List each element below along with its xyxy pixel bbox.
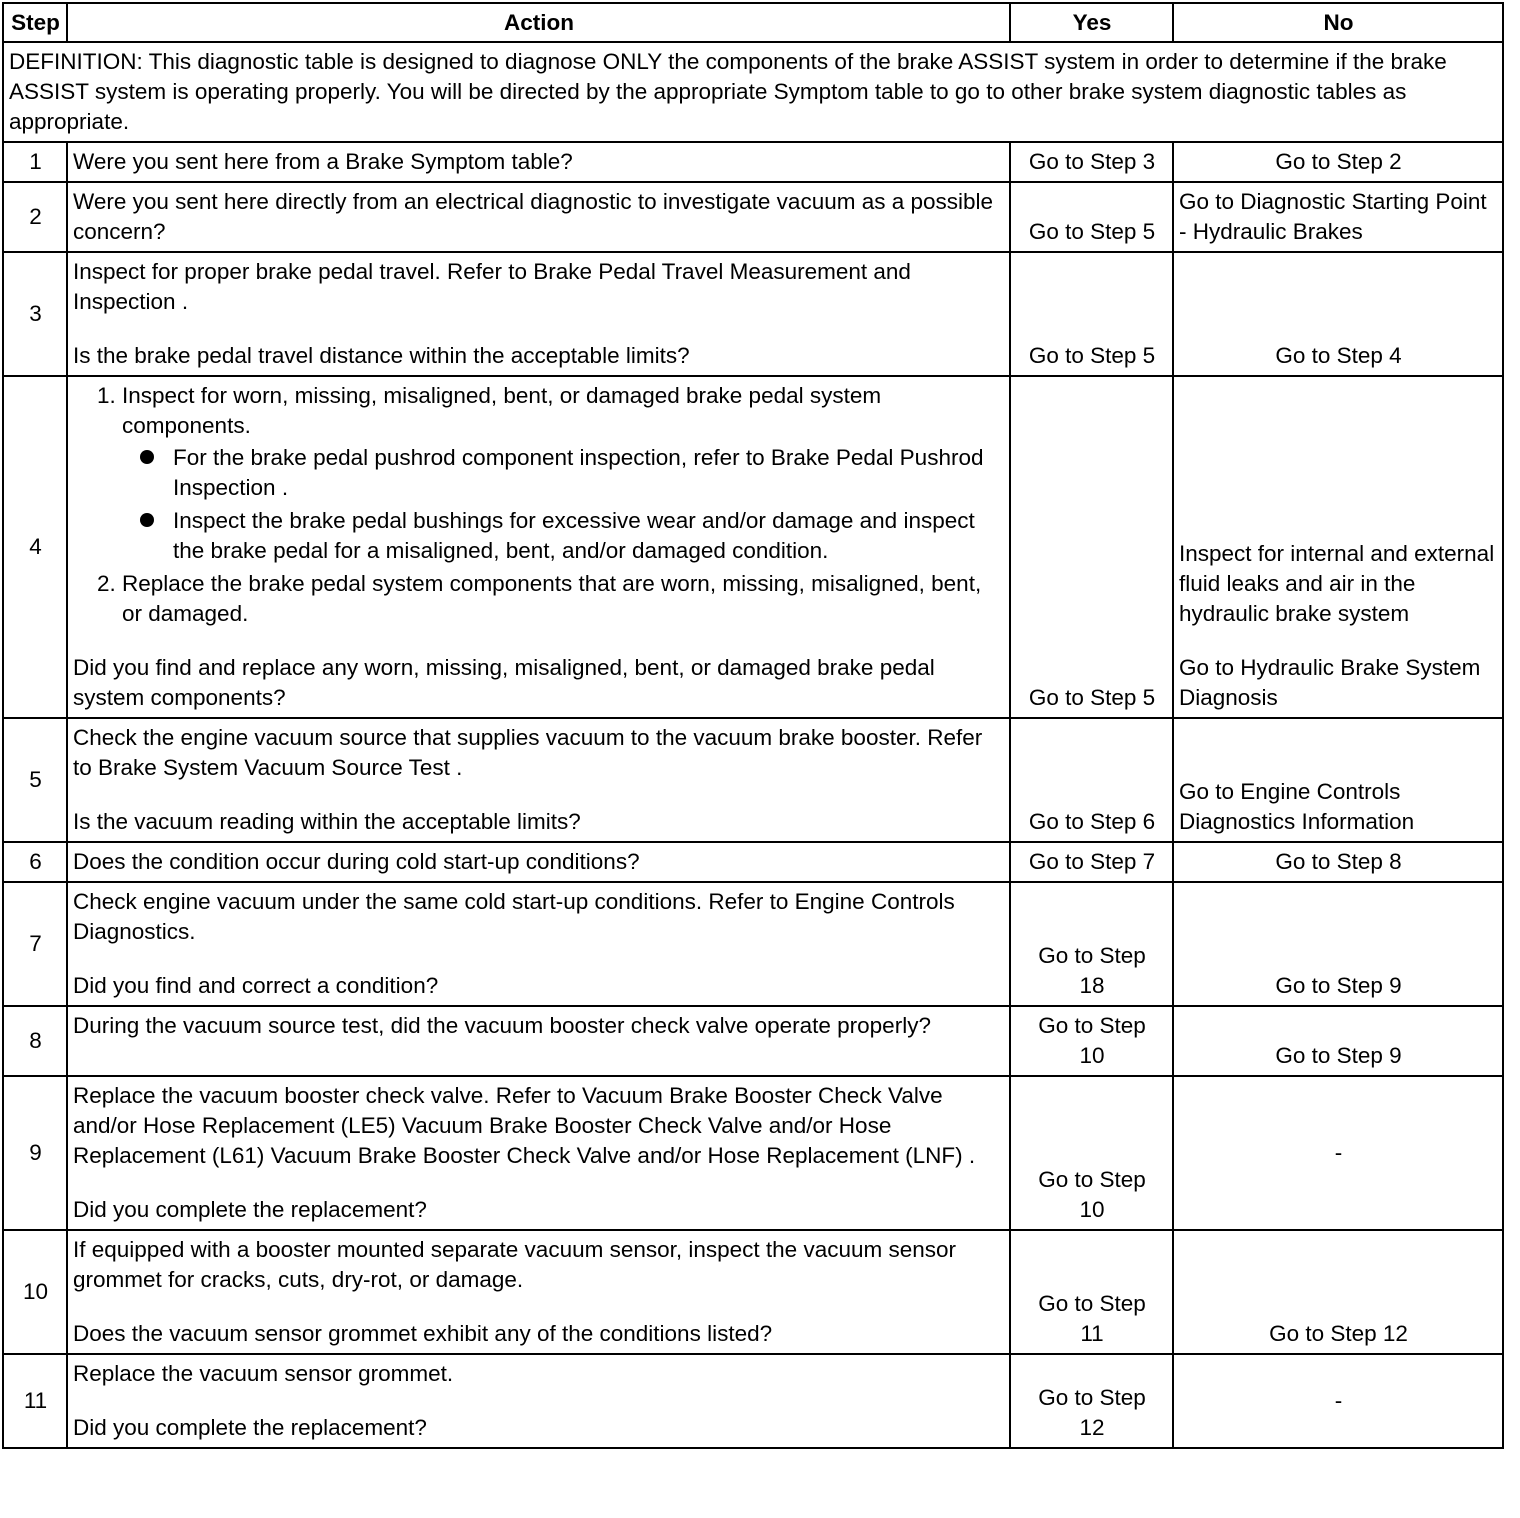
no-result: Go to Diagnostic Starting Point - Hydraulic Brakes <box>1173 182 1503 252</box>
action-question: Did you find and correct a condition? <box>73 973 439 998</box>
step-number: 11 <box>3 1354 67 1448</box>
yes-result: Go to Step <box>1038 1167 1146 1192</box>
table-row <box>3 718 1503 842</box>
yes-result-step: 11 <box>1080 1321 1104 1346</box>
numbered-list <box>73 381 1005 629</box>
table-row <box>3 1006 1503 1076</box>
action-cell <box>67 1354 1010 1448</box>
yes-result: Go to Step 6 <box>1010 718 1173 842</box>
yes-result: Go to Step 5 <box>1010 252 1173 376</box>
yes-cell <box>1010 1076 1173 1230</box>
action-question: Did you find and replace any worn, missing, misaligned, bent, or damaged brake pedal system components? <box>73 655 935 710</box>
no-result: Go to Step 12 <box>1173 1230 1503 1354</box>
action-question: Does the vacuum sensor grommet exhibit any of the conditions listed? <box>73 1321 773 1346</box>
no-result: Go to Step 8 <box>1173 842 1503 882</box>
action-text: Replace the vacuum sensor grommet. <box>73 1361 454 1386</box>
bullet-item <box>173 506 1005 566</box>
definition-row <box>3 42 1503 142</box>
action-cell <box>67 882 1010 1006</box>
bullet-item <box>173 443 1005 503</box>
no-result: Go to Step 4 <box>1173 252 1503 376</box>
yes-result: Go to Step <box>1038 1013 1146 1038</box>
yes-result-step: 18 <box>1079 973 1105 998</box>
no-result: Go to Step 9 <box>1173 1006 1503 1076</box>
bullet-text: For the brake pedal pushrod component inspection, refer to Brake Pedal Pushrod Inspection . <box>173 445 984 500</box>
action-text: Replace the vacuum booster check valve. Refer to Vacuum Brake Booster Check Valve and/or Hose Replacement (LE5) Vacuum Brake Booster Check Valve and/or Hose Replacement (L61) Vacuum Brake Booster Check Valve and/or Hose Replacement (LNF) . <box>73 1083 976 1168</box>
bullet-icon <box>140 450 154 464</box>
yes-result-step: 12 <box>1079 1415 1105 1440</box>
no-note: Inspect for internal and external fluid leaks and air in the hydraulic brake system <box>1179 541 1495 626</box>
spacer <box>73 783 1005 807</box>
action-text: Were you sent here directly from an electrical diagnostic to investigate vacuum as a possible concern? <box>67 182 1010 252</box>
no-result: - <box>1173 1076 1503 1230</box>
list-item <box>122 381 1005 566</box>
header-yes: Yes <box>1010 3 1173 42</box>
header-row <box>3 3 1503 42</box>
yes-cell <box>1010 882 1173 1006</box>
spacer <box>73 1389 1005 1413</box>
action-text: If equipped with a booster mounted separate vacuum sensor, inspect the vacuum sensor grommet for cracks, cuts, dry-rot, or damage. <box>73 1237 957 1292</box>
list-item-text: Replace the brake pedal system components that are worn, missing, misaligned, bent, or damaged. <box>122 571 982 626</box>
yes-result: Go to Step <box>1038 1291 1146 1316</box>
step-number: 8 <box>3 1006 67 1076</box>
action-text: Were you sent here from a Brake Symptom table? <box>67 142 1010 182</box>
no-result: - <box>1173 1354 1503 1448</box>
action-text: During the vacuum source test, did the vacuum booster check valve operate properly? <box>67 1006 1010 1076</box>
step-number: 2 <box>3 182 67 252</box>
header-step: Step <box>3 3 67 42</box>
no-result: Go to Hydraulic Brake System Diagnosis <box>1179 655 1481 710</box>
yes-result: Go to Step 5 <box>1010 376 1173 718</box>
table-row <box>3 182 1503 252</box>
no-result: Go to Step 2 <box>1173 142 1503 182</box>
action-text: Inspect for proper brake pedal travel. Refer to Brake Pedal Travel Measurement and Inspection . <box>73 259 911 314</box>
step-number: 5 <box>3 718 67 842</box>
bullet-icon <box>140 513 154 527</box>
header-action: Action <box>67 3 1010 42</box>
spacer <box>73 629 1005 653</box>
yes-cell <box>1010 1230 1173 1354</box>
spacer <box>1179 629 1498 653</box>
action-cell <box>67 1230 1010 1354</box>
action-cell <box>67 376 1010 718</box>
table-row <box>3 252 1503 376</box>
table-row <box>3 1354 1503 1448</box>
step-number: 4 <box>3 376 67 718</box>
header-no: No <box>1173 3 1503 42</box>
yes-result: Go to Step <box>1038 943 1146 968</box>
list-item-text: Inspect for worn, missing, misaligned, bent, or damaged brake pedal system components. <box>122 383 882 438</box>
yes-result: Go to Step 5 <box>1010 182 1173 252</box>
action-text: Check engine vacuum under the same cold start-up conditions. Refer to Engine Controls Diagnostics. <box>73 889 955 944</box>
action-cell <box>67 252 1010 376</box>
no-cell <box>1173 376 1503 718</box>
table-row <box>3 376 1503 718</box>
step-number: 6 <box>3 842 67 882</box>
spacer <box>73 1171 1005 1195</box>
yes-result-step: 10 <box>1079 1197 1105 1222</box>
yes-cell <box>1010 1006 1173 1076</box>
step-number: 9 <box>3 1076 67 1230</box>
step-number: 3 <box>3 252 67 376</box>
yes-result: Go to Step 7 <box>1010 842 1173 882</box>
list-item <box>122 569 1005 629</box>
yes-result: Go to Step <box>1038 1385 1146 1410</box>
action-question: Is the brake pedal travel distance within the acceptable limits? <box>73 343 690 368</box>
step-number: 7 <box>3 882 67 1006</box>
bullet-list <box>122 443 1005 566</box>
action-cell <box>67 1076 1010 1230</box>
table-row <box>3 1230 1503 1354</box>
table-row <box>3 882 1503 1006</box>
spacer <box>73 1295 1005 1319</box>
yes-result-step: 10 <box>1079 1043 1105 1068</box>
no-result: Go to Step 9 <box>1173 882 1503 1006</box>
diagnostic-table <box>2 2 1504 1449</box>
action-question: Did you complete the replacement? <box>73 1415 427 1440</box>
step-number: 1 <box>3 142 67 182</box>
spacer <box>73 317 1005 341</box>
yes-result: Go to Step 3 <box>1010 142 1173 182</box>
yes-cell <box>1010 1354 1173 1448</box>
action-cell <box>67 718 1010 842</box>
no-result: Go to Engine Controls Diagnostics Information <box>1173 718 1503 842</box>
action-text: Does the condition occur during cold start-up conditions? <box>67 842 1010 882</box>
table-row <box>3 142 1503 182</box>
action-question: Is the vacuum reading within the acceptable limits? <box>73 809 581 834</box>
bullet-text: Inspect the brake pedal bushings for excessive wear and/or damage and inspect the brake pedal for a misaligned, bent, and/or damaged condition. <box>173 508 975 563</box>
spacer <box>73 947 1005 971</box>
table-row <box>3 842 1503 882</box>
definition-text: DEFINITION: This diagnostic table is designed to diagnose ONLY the components of the brake ASSIST system in order to determine if the brake ASSIST system is operating properly. You will be directed by the appropriate Symptom table to go to other brake system diagnostic tables as appropriate. <box>3 42 1503 142</box>
action-text: Check the engine vacuum source that supplies vacuum to the vacuum brake booster. Refer to Brake System Vacuum Source Test . <box>73 725 983 780</box>
table-row <box>3 1076 1503 1230</box>
action-question: Did you complete the replacement? <box>73 1197 427 1222</box>
step-number: 10 <box>3 1230 67 1354</box>
